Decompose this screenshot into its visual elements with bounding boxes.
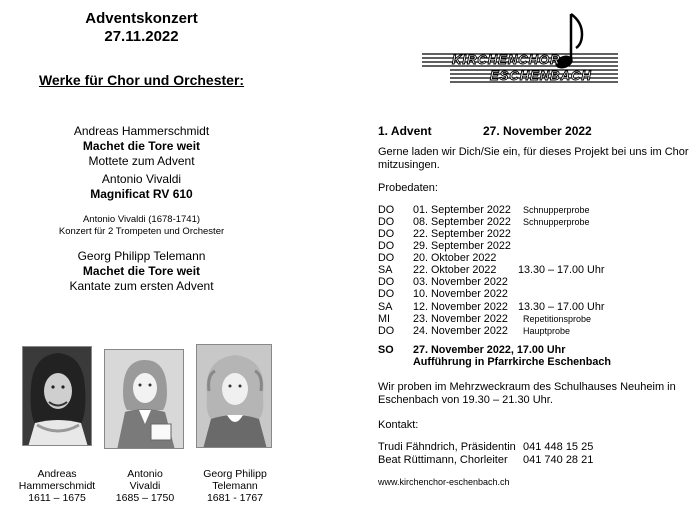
- portrait-name: Vivaldi: [129, 480, 161, 492]
- portrait-label-hammerschmidt: [12, 468, 102, 504]
- website-link[interactable]: www.kirchenchor-eschenbach.ch: [378, 477, 510, 487]
- portrait-label-vivaldi: [105, 468, 185, 504]
- rehearsal-note: Hauptprobe: [523, 326, 571, 336]
- rehearsal-day: DO: [378, 252, 395, 264]
- rehearsal-date: 03. November 2022: [413, 276, 508, 288]
- invite-text: Gerne laden wir Dich/Sie ein, für dieses Projekt bei uns im Chor mitzusingen.: [378, 146, 689, 171]
- rehearsal-note: Repetitionsprobe: [523, 314, 592, 324]
- work-title: Magnificat RV 610: [90, 187, 193, 201]
- rehearsal-time: 13.30 – 17.00 Uhr: [518, 301, 605, 313]
- work-vivaldi-concerto: [0, 214, 283, 238]
- rehearsal-date: 23. November 2022: [413, 313, 508, 325]
- rehearsal-date: 12. November 2022: [413, 301, 508, 313]
- concert-title: Adventskonzert: [85, 10, 198, 27]
- choir-logo: [420, 8, 630, 100]
- rehearsal-note: Schnupperprobe: [523, 217, 590, 227]
- contact-phone: 041 740 28 21: [523, 454, 594, 466]
- portrait-name: Telemann: [212, 480, 258, 492]
- works-heading: Werke für Chor und Orchester:: [38, 72, 245, 88]
- rehearsal-date: 22. Oktober 2022: [413, 264, 497, 276]
- work-subtitle: Kantate zum ersten Advent: [69, 279, 214, 293]
- performance-place: Aufführung in Pfarrkirche Eschenbach: [413, 356, 611, 368]
- rehearsal-date: 01. September 2022: [413, 204, 511, 216]
- portrait-vivaldi: [104, 349, 184, 449]
- rehearsal-note: Schnupperprobe: [523, 205, 590, 215]
- portrait-name: Andreas: [37, 468, 77, 480]
- rehearsal-day: SA: [378, 301, 393, 313]
- rehearsal-date: 10. November 2022: [413, 288, 508, 300]
- rehearsal-date: 20. Oktober 2022: [413, 252, 497, 264]
- concert-date: 27.11.2022: [104, 28, 179, 45]
- rehearsal-time: 13.30 – 17.00 Uhr: [518, 264, 605, 276]
- portrait-name: Georg Philipp: [203, 468, 267, 480]
- contact-name: Beat Rüttimann, Chorleiter: [378, 454, 508, 466]
- work-title: Machet die Tore weit: [82, 264, 201, 278]
- rehearsal-date: 08. September 2022: [413, 216, 511, 228]
- rehearsal-day: DO: [378, 276, 395, 288]
- composer: Antonio Vivaldi (1678-1741): [82, 214, 201, 225]
- contact-phone: 041 448 15 25: [523, 441, 594, 453]
- contact-name: Trudi Fähndrich, Präsidentin: [378, 441, 516, 453]
- work-hammerschmidt: [0, 124, 283, 169]
- work-vivaldi-magnificat: [0, 172, 283, 202]
- performance-day: SO: [378, 344, 394, 356]
- work-title: Machet die Tore weit: [82, 139, 201, 153]
- rehearsal-day: SA: [378, 264, 393, 276]
- advent-date: 27. November 2022: [483, 124, 592, 138]
- portrait-years: 1685 – 1750: [115, 492, 175, 504]
- work-subtitle: Mottete zum Advent: [88, 154, 195, 168]
- portrait-name: Antonio: [127, 468, 163, 480]
- composer: Georg Philipp Telemann: [77, 249, 206, 263]
- venue-text: Wir proben im Mehrzweckraum des Schulhauses Neuheim in Eschenbach von 19.30 – 21.30 Uhr.: [378, 381, 676, 406]
- composer: Antonio Vivaldi: [101, 172, 182, 186]
- portrait-telemann: [196, 344, 272, 448]
- performance-date: 27. November 2022, 17.00 Uhr: [413, 344, 566, 356]
- probedaten-label: Probedaten:: [378, 182, 438, 194]
- advent-label: 1. Advent: [378, 124, 432, 138]
- logo-line2: ESCHENBACH: [490, 68, 592, 83]
- work-telemann: [0, 249, 283, 294]
- composer: Andreas Hammerschmidt: [73, 124, 210, 138]
- rehearsal-day: MI: [378, 313, 390, 325]
- portrait-years: 1681 - 1767: [206, 492, 264, 504]
- rehearsal-day: DO: [378, 216, 395, 228]
- rehearsal-day: DO: [378, 325, 395, 337]
- logo-line1: KIRCHENCHOR: [452, 52, 561, 67]
- portrait-label-telemann: [190, 468, 280, 504]
- portrait-hammerschmidt: [22, 346, 92, 446]
- contact-label: Kontakt:: [378, 419, 419, 431]
- rehearsal-day: DO: [378, 240, 395, 252]
- rehearsal-day: DO: [378, 228, 395, 240]
- rehearsal-date: 22. September 2022: [413, 228, 511, 240]
- work-subtitle: Konzert für 2 Trompeten und Orchester: [58, 226, 225, 237]
- rehearsal-date: 24. November 2022: [413, 325, 508, 337]
- rehearsal-day: DO: [378, 204, 395, 216]
- portrait-years: 1611 – 1675: [28, 492, 86, 504]
- rehearsal-day: DO: [378, 288, 395, 300]
- portrait-name: Hammerschmidt: [18, 480, 96, 492]
- rehearsal-date: 29. September 2022: [413, 240, 511, 252]
